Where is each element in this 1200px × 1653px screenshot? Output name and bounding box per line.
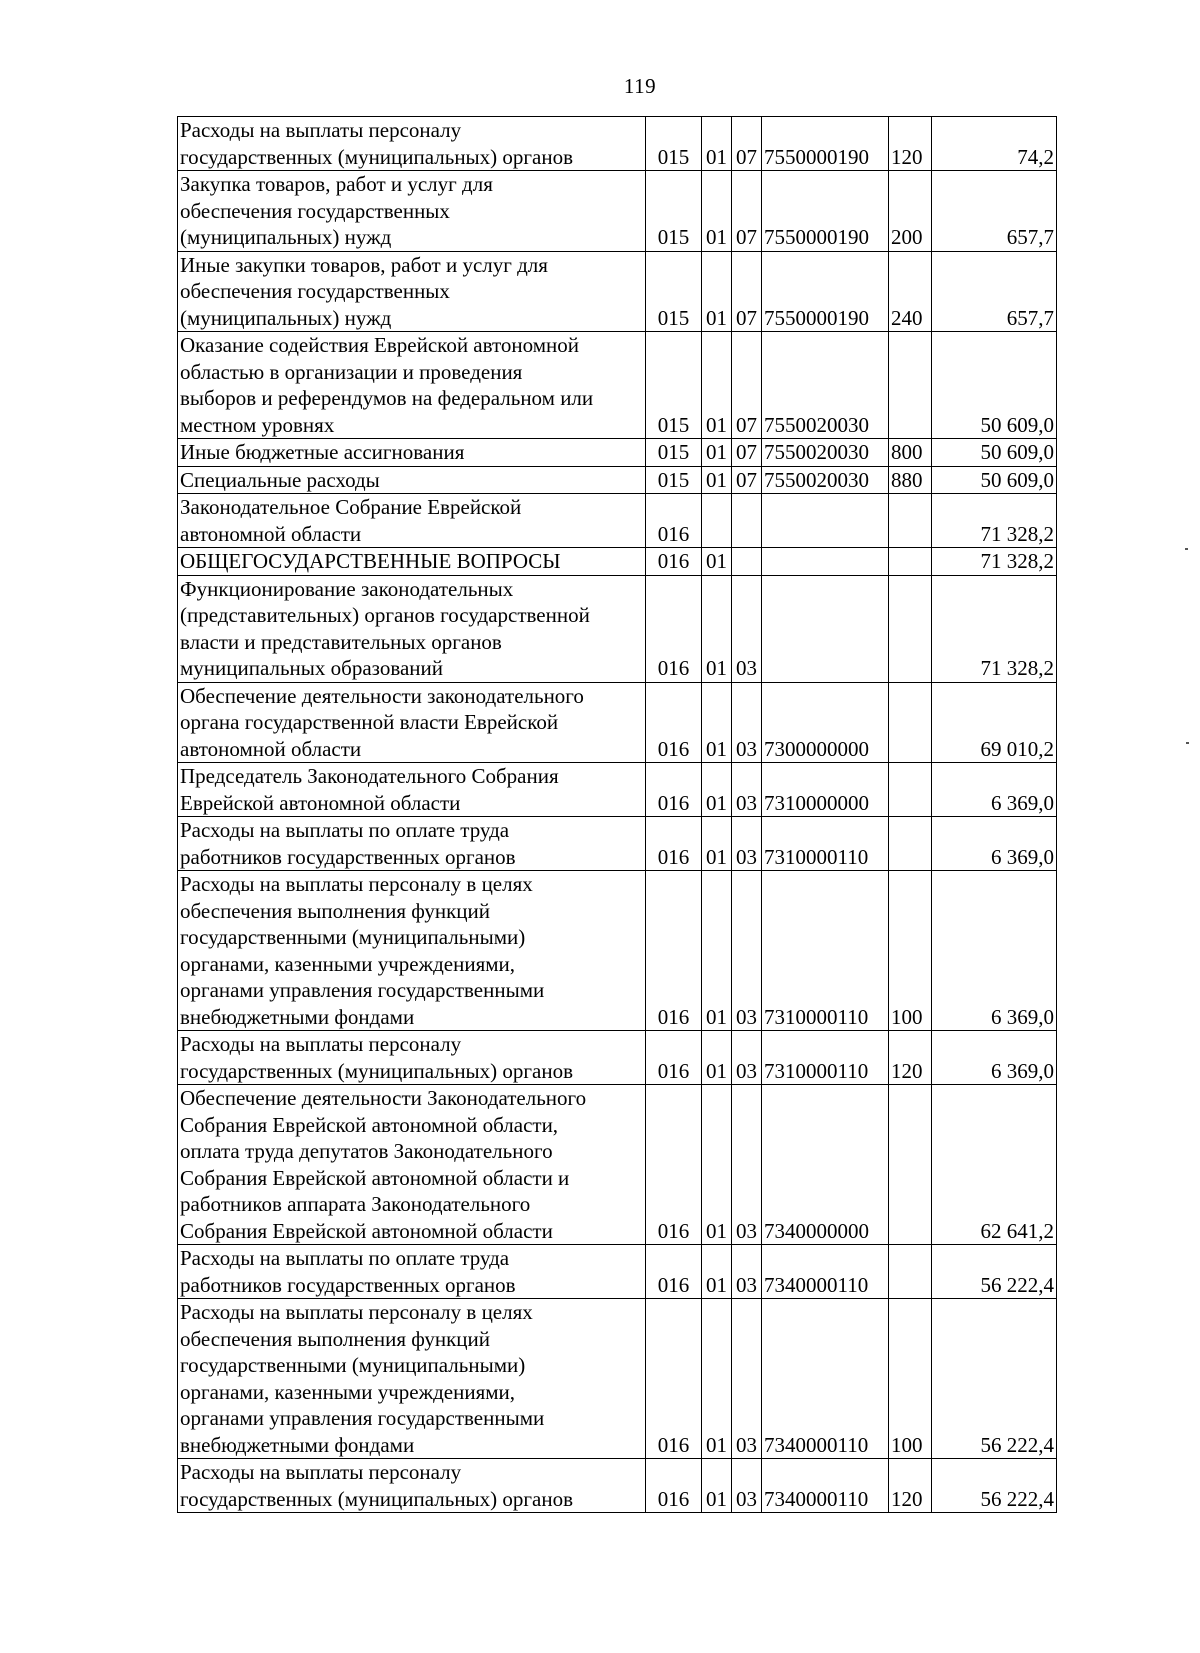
name-line: Функционирование законодательных: [180, 576, 514, 601]
cell-subsection: [732, 548, 762, 576]
name-line: обеспечения выполнения функций: [180, 898, 491, 923]
cell-expense-type: [889, 332, 932, 439]
cell-amount: 50 609,0: [932, 332, 1057, 439]
name-line: Обеспечение деятельности законодательного: [180, 683, 584, 708]
cell-admin-code: 016: [646, 494, 702, 548]
cell-amount: 50 609,0: [932, 439, 1057, 467]
table-row: [178, 1245, 1057, 1299]
cell-admin-code: 016: [646, 763, 702, 817]
cell-admin-code: 015: [646, 332, 702, 439]
table-row: [178, 439, 1057, 467]
name-line: работников государственных органов: [180, 844, 516, 869]
cell-amount: 69 010,2: [932, 682, 1057, 763]
cell-section: 01: [702, 682, 732, 763]
cell-target-article: 7340000110: [762, 1459, 889, 1513]
cell-expense-type: 120: [889, 1459, 932, 1513]
cell-target-article: 7340000000: [762, 1085, 889, 1245]
cell-amount: 62 641,2: [932, 1085, 1057, 1245]
cell-target-article: 7340000110: [762, 1299, 889, 1459]
cell-section: 01: [702, 1459, 732, 1513]
cell-name: [178, 817, 646, 871]
table-row: [178, 682, 1057, 763]
cell-target-article: [762, 575, 889, 682]
scan-mark: [1186, 742, 1189, 744]
table-row: [178, 763, 1057, 817]
cell-target-article: 7310000110: [762, 1031, 889, 1085]
name-line: областью в организации и проведения: [180, 359, 523, 384]
cell-subsection: 07: [732, 171, 762, 252]
name-line: обеспечения государственных: [180, 198, 450, 223]
cell-amount: 6 369,0: [932, 763, 1057, 817]
name-line: органами, казенными учреждениями,: [180, 951, 516, 976]
name-line: государственных (муниципальных) органов: [180, 144, 574, 169]
name-line: государственных (муниципальных) органов: [180, 1486, 574, 1511]
name-line: Расходы на выплаты персоналу в целях: [180, 872, 533, 896]
name-line: Иные закупки товаров, работ и услуг для: [180, 252, 548, 277]
cell-amount: 71 328,2: [932, 548, 1057, 576]
name-line: органа государственной власти Еврейской: [180, 710, 559, 734]
cell-target-article: 7550020030: [762, 466, 889, 494]
cell-name: [178, 1299, 646, 1459]
name-line: Законодательное Собрание Еврейской: [180, 495, 522, 519]
cell-section: 01: [702, 117, 732, 171]
cell-expense-type: 200: [889, 171, 932, 252]
cell-expense-type: 240: [889, 251, 932, 332]
cell-amount: 657,7: [932, 171, 1057, 252]
cell-section: 01: [702, 548, 732, 576]
cell-admin-code: 015: [646, 117, 702, 171]
cell-amount: 56 222,4: [932, 1459, 1057, 1513]
cell-target-article: 7340000110: [762, 1245, 889, 1299]
table-row: [178, 548, 1057, 576]
name-line: Расходы на выплаты по оплате труда: [180, 1246, 510, 1270]
cell-target-article: 7550000190: [762, 171, 889, 252]
name-line: работников аппарата Законодательного: [180, 1192, 531, 1216]
cell-expense-type: [889, 817, 932, 871]
cell-admin-code: 015: [646, 466, 702, 494]
cell-target-article: 7550020030: [762, 439, 889, 467]
cell-name: [178, 575, 646, 682]
cell-section: 01: [702, 332, 732, 439]
cell-subsection: 03: [732, 1299, 762, 1459]
name-line: (муниципальных) нужд: [180, 225, 392, 249]
table-row: [178, 171, 1057, 252]
name-line: Расходы на выплаты персоналу: [180, 118, 462, 142]
cell-subsection: 03: [732, 1031, 762, 1085]
name-line: (муниципальных) нужд: [180, 305, 392, 330]
cell-subsection: 03: [732, 1245, 762, 1299]
table-row: [178, 332, 1057, 439]
cell-name: [178, 171, 646, 252]
name-line: Расходы на выплаты персоналу: [180, 1460, 462, 1484]
cell-name: [178, 1459, 646, 1513]
name-line: внебюджетными фондами: [180, 1004, 415, 1029]
cell-subsection: 03: [732, 871, 762, 1031]
cell-name: [178, 494, 646, 548]
cell-name: [178, 1245, 646, 1299]
cell-admin-code: 016: [646, 1299, 702, 1459]
cell-target-article: 7550020030: [762, 332, 889, 439]
name-line: государственными (муниципальными): [180, 925, 526, 949]
cell-admin-code: 016: [646, 1031, 702, 1085]
cell-admin-code: 016: [646, 871, 702, 1031]
name-line: Еврейской автономной области: [180, 790, 461, 815]
cell-amount: 6 369,0: [932, 817, 1057, 871]
cell-name: [178, 466, 646, 494]
cell-name: [178, 548, 646, 576]
cell-amount: 56 222,4: [932, 1299, 1057, 1459]
cell-amount: 71 328,2: [932, 575, 1057, 682]
cell-expense-type: [889, 763, 932, 817]
cell-expense-type: [889, 682, 932, 763]
cell-target-article: 7310000110: [762, 871, 889, 1031]
cell-subsection: [732, 494, 762, 548]
cell-expense-type: 120: [889, 1031, 932, 1085]
cell-target-article: [762, 548, 889, 576]
name-line: Расходы на выплаты персоналу в целях: [180, 1300, 533, 1324]
cell-expense-type: 120: [889, 117, 932, 171]
cell-name: [178, 251, 646, 332]
table-row: [178, 117, 1057, 171]
cell-admin-code: 016: [646, 682, 702, 763]
cell-name: [178, 332, 646, 439]
name-line: Специальные расходы: [180, 467, 380, 492]
cell-section: 01: [702, 1245, 732, 1299]
cell-subsection: 03: [732, 682, 762, 763]
name-line: ОБЩЕГОСУДАРСТВЕННЫЕ ВОПРОСЫ: [180, 549, 561, 573]
name-line: автономной области: [180, 521, 362, 546]
cell-expense-type: [889, 548, 932, 576]
name-line: выборов и референдумов на федеральном или: [180, 386, 594, 410]
page-number: 119: [623, 74, 657, 98]
cell-amount: 71 328,2: [932, 494, 1057, 548]
cell-target-article: 7310000000: [762, 763, 889, 817]
cell-admin-code: 015: [646, 439, 702, 467]
cell-section: 01: [702, 763, 732, 817]
cell-name: [178, 1031, 646, 1085]
cell-expense-type: 100: [889, 1299, 932, 1459]
table-row: [178, 817, 1057, 871]
cell-section: 01: [702, 466, 732, 494]
cell-name: [178, 1085, 646, 1245]
cell-expense-type: 880: [889, 466, 932, 494]
cell-name: [178, 682, 646, 763]
cell-admin-code: 016: [646, 1459, 702, 1513]
name-line: муниципальных образований: [180, 656, 443, 680]
name-line: обеспечения государственных: [180, 279, 450, 303]
name-line: Собрания Еврейской автономной области: [180, 1218, 553, 1243]
name-line: Обеспечение деятельности Законодательного: [180, 1086, 587, 1110]
cell-admin-code: 015: [646, 171, 702, 252]
name-line: (представительных) органов государственной: [180, 603, 590, 627]
cell-subsection: 07: [732, 466, 762, 494]
name-line: обеспечения выполнения функций: [180, 1326, 491, 1351]
cell-amount: 6 369,0: [932, 1031, 1057, 1085]
cell-target-article: 7300000000: [762, 682, 889, 763]
cell-target-article: 7550000190: [762, 251, 889, 332]
name-line: внебюджетными фондами: [180, 1432, 415, 1457]
cell-section: 01: [702, 1085, 732, 1245]
name-line: органами управления государственными: [180, 978, 545, 1002]
cell-section: 01: [702, 171, 732, 252]
cell-admin-code: 016: [646, 1245, 702, 1299]
table-row: [178, 251, 1057, 332]
cell-amount: 6 369,0: [932, 871, 1057, 1031]
cell-admin-code: 016: [646, 575, 702, 682]
cell-section: 01: [702, 575, 732, 682]
name-line: органами управления государственными: [180, 1406, 545, 1430]
cell-subsection: 07: [732, 251, 762, 332]
cell-subsection: 03: [732, 1459, 762, 1513]
cell-subsection: 07: [732, 117, 762, 171]
cell-name: [178, 117, 646, 171]
cell-expense-type: 100: [889, 871, 932, 1031]
name-line: оплата труда депутатов Законодательного: [180, 1139, 553, 1163]
cell-subsection: 03: [732, 763, 762, 817]
cell-name: [178, 871, 646, 1031]
table-row: [178, 575, 1057, 682]
table-row: [178, 1031, 1057, 1085]
budget-table-body: [178, 117, 1057, 1513]
cell-section: 01: [702, 871, 732, 1031]
name-line: Расходы на выплаты по оплате труда: [180, 818, 510, 842]
cell-amount: 50 609,0: [932, 466, 1057, 494]
name-line: Собрания Еврейской автономной области,: [180, 1112, 559, 1137]
name-line: Оказание содействия Еврейской автономной: [180, 333, 580, 357]
cell-expense-type: [889, 494, 932, 548]
name-line: органами, казенными учреждениями,: [180, 1379, 516, 1404]
cell-subsection: 07: [732, 439, 762, 467]
cell-name: [178, 763, 646, 817]
cell-amount: 74,2: [932, 117, 1057, 171]
table-row: [178, 494, 1057, 548]
name-line: работников государственных органов: [180, 1272, 516, 1297]
cell-subsection: 07: [732, 332, 762, 439]
budget-table: [177, 116, 1057, 1513]
name-line: власти и представительных органов: [180, 629, 502, 654]
table-row: [178, 466, 1057, 494]
cell-amount: 56 222,4: [932, 1245, 1057, 1299]
name-line: государственных (муниципальных) органов: [180, 1058, 574, 1083]
name-line: Закупка товаров, работ и услуг для: [180, 172, 493, 196]
name-line: Собрания Еврейской автономной области и: [180, 1165, 570, 1190]
name-line: государственными (муниципальными): [180, 1353, 526, 1377]
table-row: [178, 871, 1057, 1031]
cell-expense-type: [889, 1245, 932, 1299]
cell-target-article: 7310000110: [762, 817, 889, 871]
cell-expense-type: 800: [889, 439, 932, 467]
table-row: [178, 1459, 1057, 1513]
cell-expense-type: [889, 1085, 932, 1245]
cell-section: 01: [702, 1031, 732, 1085]
name-line: Председатель Законодательного Собрания: [180, 764, 559, 788]
cell-section: 01: [702, 251, 732, 332]
name-line: Расходы на выплаты персоналу: [180, 1032, 462, 1056]
cell-subsection: 03: [732, 1085, 762, 1245]
name-line: автономной области: [180, 736, 362, 761]
name-line: Иные бюджетные ассигнования: [180, 440, 465, 464]
cell-admin-code: 016: [646, 548, 702, 576]
cell-admin-code: 016: [646, 817, 702, 871]
cell-target-article: [762, 494, 889, 548]
cell-admin-code: 016: [646, 1085, 702, 1245]
table-row: [178, 1299, 1057, 1459]
cell-subsection: 03: [732, 817, 762, 871]
cell-expense-type: [889, 575, 932, 682]
cell-section: 01: [702, 439, 732, 467]
cell-target-article: 7550000190: [762, 117, 889, 171]
table-row: [178, 1085, 1057, 1245]
cell-section: 01: [702, 817, 732, 871]
cell-section: 01: [702, 1299, 732, 1459]
cell-amount: 657,7: [932, 251, 1057, 332]
cell-admin-code: 015: [646, 251, 702, 332]
cell-subsection: 03: [732, 575, 762, 682]
scan-mark: [1185, 548, 1188, 550]
cell-name: [178, 439, 646, 467]
name-line: местном уровнях: [180, 412, 335, 437]
cell-section: [702, 494, 732, 548]
